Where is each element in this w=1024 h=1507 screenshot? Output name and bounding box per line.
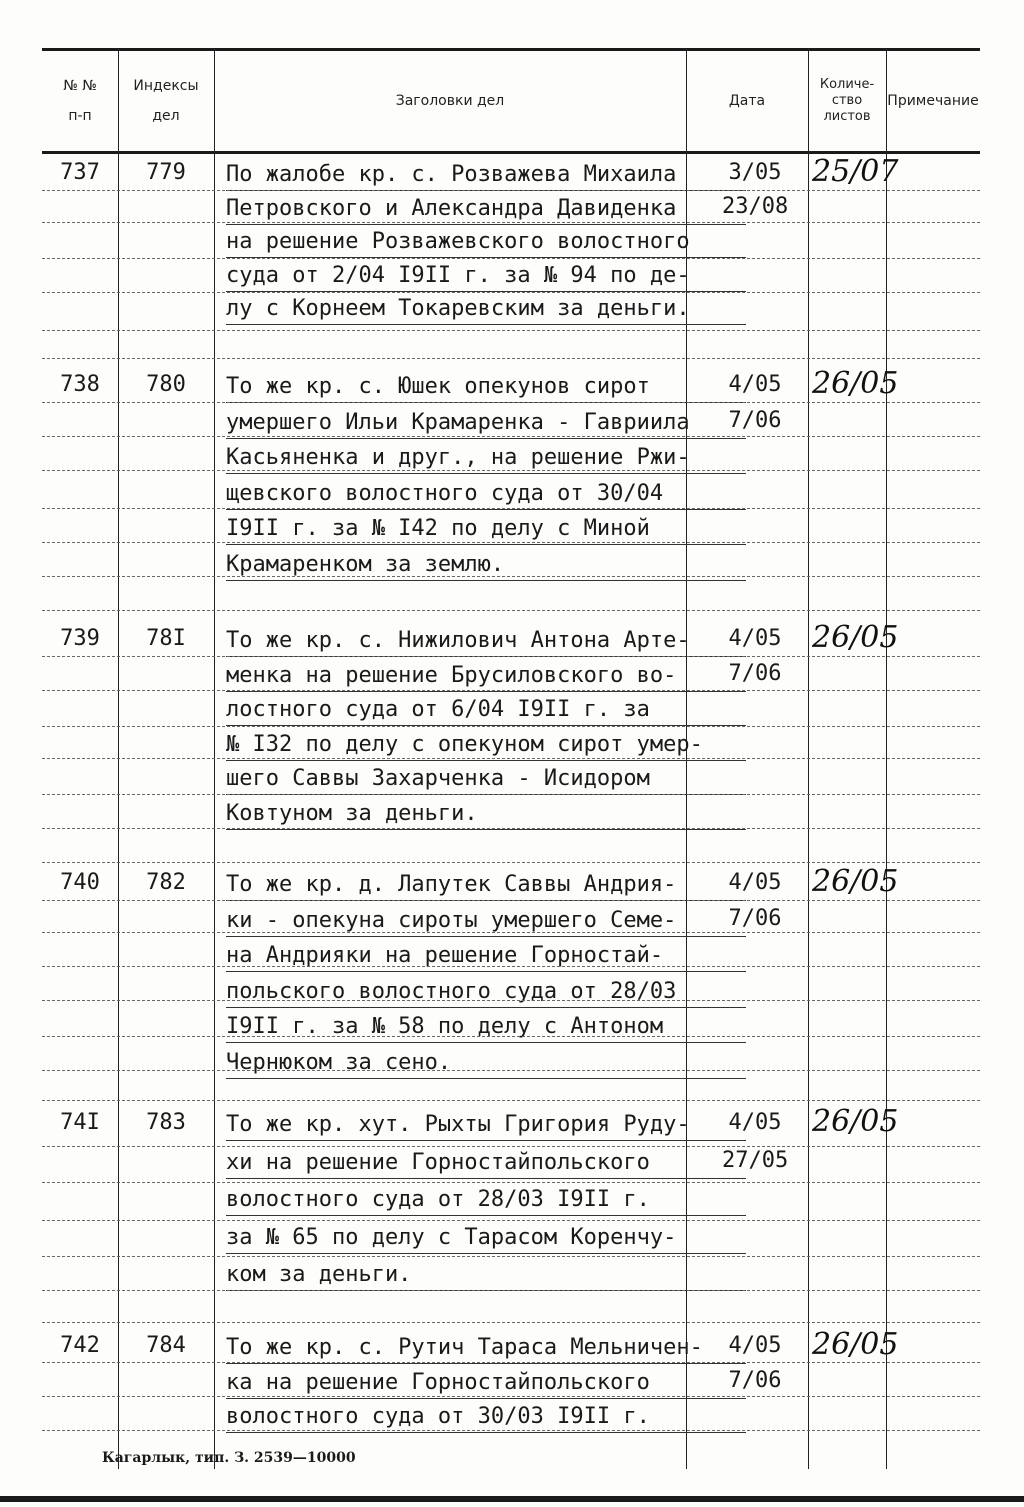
ruling-line xyxy=(42,508,980,509)
entry-date: 7/06 xyxy=(728,1367,782,1393)
ruling-line xyxy=(42,330,980,331)
entry-title-line: менка на решение Брусиловского во- xyxy=(226,661,746,692)
ruling-line xyxy=(42,1070,980,1071)
header-count-label: Количе- ство листов xyxy=(819,77,875,124)
entry-title-line: Крамаренком за землю. xyxy=(226,550,746,581)
entry-title-line: I9II г. за № I42 по делу с Миной xyxy=(226,514,746,545)
ruling-line xyxy=(42,690,980,691)
ruling-line xyxy=(42,656,980,657)
header-notes-label: Примечание xyxy=(887,93,979,109)
entry-title-line: Чернюком за сено. xyxy=(226,1048,746,1079)
entry-date: 27/05 xyxy=(722,1147,789,1173)
header-index-column xyxy=(118,48,214,154)
entry-title-line: суда от 2/04 I9II г. за № 94 по де- xyxy=(226,261,746,292)
handwritten-date: 25/07 xyxy=(812,154,899,189)
header-number-label: № № xyxy=(63,78,97,94)
bottom-rule xyxy=(0,1496,1024,1502)
entry-title-line: хи на решение Горностайпольского xyxy=(226,1148,746,1179)
header-date-column xyxy=(686,48,808,154)
ruling-line xyxy=(42,358,980,359)
entry-title-line: польского волостного суда от 28/03 xyxy=(226,977,746,1008)
entry-date: 4/05 xyxy=(728,372,782,397)
ruling-line xyxy=(42,1290,980,1291)
entry-title-line: волостного суда от 30/03 I9II г. xyxy=(226,1402,746,1433)
ruling-line xyxy=(42,1182,980,1183)
entry-title-line: По жалобе кр. с. Розважева Михаила xyxy=(226,160,746,191)
handwritten-date: 26/05 xyxy=(812,1327,899,1362)
entry-title-line: То же кр. хут. Рыхты Григория Руду- xyxy=(226,1110,746,1141)
ruling-line xyxy=(42,966,980,967)
ruling-line xyxy=(42,542,980,543)
ruling-line xyxy=(42,1322,980,1323)
entry-date: 23/08 xyxy=(722,193,789,219)
ruling-line xyxy=(42,1100,980,1101)
entry-title-line: I9II г. за № 58 по делу с Антоном xyxy=(226,1012,746,1043)
ruling-line xyxy=(42,610,980,611)
ruling-line xyxy=(42,470,980,471)
ruling-line xyxy=(42,794,980,795)
entry-title-line: ка на решение Горностайпольского xyxy=(226,1368,746,1399)
entry-date: 7/06 xyxy=(728,660,782,686)
entry-number: 739 xyxy=(60,626,100,651)
entry-title-line: лостного суда от 6/04 I9II г. за xyxy=(226,695,746,726)
header-date-label: Дата xyxy=(728,93,766,109)
ruling-line xyxy=(42,726,980,727)
handwritten-date: 26/05 xyxy=(812,366,899,401)
header-count-column xyxy=(808,48,886,154)
ruling-line xyxy=(42,932,980,933)
entry-title-line: То же кр. с. Нижилович Антона Арте- xyxy=(226,626,746,657)
ruling-line xyxy=(42,436,980,437)
entry-index: 78I xyxy=(146,626,186,651)
ruling-line xyxy=(42,1000,980,1001)
ruling-line xyxy=(42,1362,980,1363)
entry-number: 74I xyxy=(60,1110,100,1135)
entry-title-line: № I32 по делу с опекуном сирот умер- xyxy=(226,730,746,761)
ruling-line xyxy=(42,190,980,191)
header-number-column xyxy=(42,48,118,154)
header-title-label: Заголовки дел xyxy=(395,93,505,109)
entry-title-line: То же кр. д. Лапутек Саввы Андрия- xyxy=(226,870,746,901)
entry-number: 737 xyxy=(60,160,100,185)
entry-index: 782 xyxy=(146,870,186,895)
ruling-line xyxy=(42,828,980,829)
entry-date: 7/06 xyxy=(728,905,782,931)
header-number-sublabel: п-п xyxy=(68,108,92,124)
header-notes-column xyxy=(886,48,980,154)
handwritten-date: 26/05 xyxy=(812,864,899,899)
entry-title-line: ки - опекуна сироты умершего Семе- xyxy=(226,906,746,937)
entry-title-line: за № 65 по делу с Тарасом Коренчу- xyxy=(226,1223,746,1254)
entry-number: 740 xyxy=(60,870,100,895)
entry-title-line: шего Саввы Захарченка - Исидором xyxy=(226,764,746,795)
ruling-line xyxy=(42,1146,980,1147)
entry-title-line: Петровского и Александра Давиденка xyxy=(226,194,746,225)
entry-title-line: Ковтуном за деньги. xyxy=(226,799,746,830)
entry-index: 780 xyxy=(146,372,186,397)
entry-date: 4/05 xyxy=(728,870,782,895)
entry-date: 7/06 xyxy=(728,407,782,433)
entry-date: 3/05 xyxy=(728,160,782,185)
entry-title-line: То же кр. с. Юшек опекунов сирот xyxy=(226,372,746,403)
ruling-line xyxy=(42,1220,980,1221)
header-index-label: Индексы xyxy=(133,78,199,94)
ruling-line xyxy=(42,1396,980,1397)
header-index-sublabel: дел xyxy=(152,108,180,124)
header-title-column xyxy=(214,48,686,154)
ruling-line xyxy=(42,758,980,759)
entry-number: 742 xyxy=(60,1333,100,1358)
entry-index: 783 xyxy=(146,1110,186,1135)
ruling-line xyxy=(42,402,980,403)
entry-date: 4/05 xyxy=(728,626,782,651)
entry-title-line: на решение Розважевского волостного xyxy=(226,227,746,258)
entry-date: 4/05 xyxy=(728,1333,782,1358)
printer-imprint: Кагарлык, тип. З. 2539—10000 xyxy=(102,1450,356,1466)
ruling-line xyxy=(42,1256,980,1257)
table-header xyxy=(42,48,980,154)
ruling-line xyxy=(42,900,980,901)
entry-index: 784 xyxy=(146,1333,186,1358)
ruling-line xyxy=(42,576,980,577)
handwritten-date: 26/05 xyxy=(812,620,899,655)
entry-title-line: То же кр. с. Рутич Тараса Мельничен- xyxy=(226,1333,746,1364)
handwritten-date: 26/05 xyxy=(812,1104,899,1139)
entry-title-line: на Андрияки на решение Горностай- xyxy=(226,941,746,972)
ruling-line xyxy=(42,292,980,293)
ruling-line xyxy=(42,222,980,223)
entry-index: 779 xyxy=(146,160,186,185)
ruling-line xyxy=(42,258,980,259)
ruling-line xyxy=(42,1430,980,1431)
entry-title-line: ком за деньги. xyxy=(226,1260,746,1291)
entry-title-line: щевского волостного суда от 30/04 xyxy=(226,479,746,510)
entry-number: 738 xyxy=(60,372,100,397)
entry-date: 4/05 xyxy=(728,1110,782,1135)
entry-title-line: умершего Ильи Крамаренка - Гавриила xyxy=(226,408,746,439)
ruling-line xyxy=(42,862,980,863)
ruling-line xyxy=(42,1036,980,1037)
entry-title-line: лу с Корнеем Токаревским за деньги. xyxy=(226,294,746,325)
entry-title-line: Касьяненка и друг., на решение Ржи- xyxy=(226,443,746,474)
entry-title-line: волостного суда от 28/03 I9II г. xyxy=(226,1185,746,1216)
